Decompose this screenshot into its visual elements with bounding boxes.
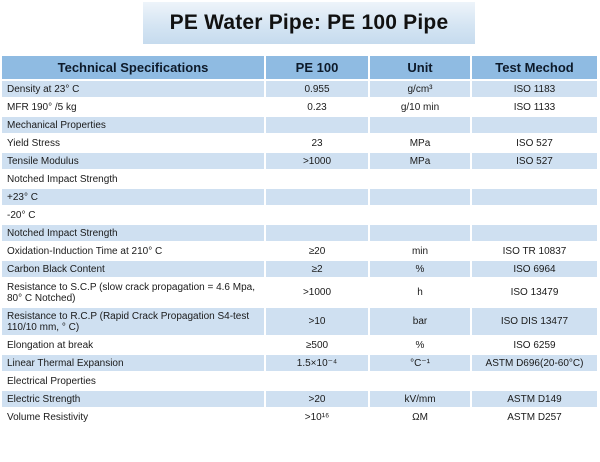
spec-cell: Resistance to R.C.P (Rapid Crack Propagation S4-test 110/10 mm, ° C) [2, 308, 264, 335]
spec-cell: Elongation at break [2, 337, 264, 353]
unit-cell: h [370, 279, 470, 306]
spec-cell: Electrical Properties [2, 373, 264, 389]
unit-cell: g/cm³ [370, 81, 470, 97]
unit-cell: °C⁻¹ [370, 355, 470, 371]
test-method-cell: ISO 527 [472, 153, 597, 169]
header-test-method: Test Mechod [472, 56, 597, 79]
table-row [2, 409, 597, 425]
table-header-row [2, 56, 597, 79]
value-cell [266, 189, 368, 205]
spec-cell: Density at 23° C [2, 81, 264, 97]
unit-cell [370, 117, 470, 133]
table-row [2, 117, 597, 133]
title-banner [143, 2, 475, 44]
test-method-cell [472, 373, 597, 389]
test-method-cell [472, 171, 597, 187]
unit-cell: bar [370, 308, 470, 335]
test-method-cell: ISO DIS 13477 [472, 308, 597, 335]
test-method-cell: ISO 527 [472, 135, 597, 151]
table-row [2, 373, 597, 389]
test-method-cell: ISO TR 10837 [472, 243, 597, 259]
test-method-cell [472, 117, 597, 133]
spec-cell: Oxidation-Induction Time at 210° C [2, 243, 264, 259]
test-method-cell: ISO 6964 [472, 261, 597, 277]
value-cell: ≥2 [266, 261, 368, 277]
value-cell: >20 [266, 391, 368, 407]
header-unit: Unit [370, 56, 470, 79]
value-cell: >1000 [266, 279, 368, 306]
unit-cell [370, 189, 470, 205]
table-row [2, 243, 597, 259]
value-cell [266, 225, 368, 241]
table-row [2, 261, 597, 277]
test-method-cell: ASTM D257 [472, 409, 597, 425]
unit-cell: % [370, 337, 470, 353]
test-method-cell [472, 189, 597, 205]
test-method-cell: ISO 13479 [472, 279, 597, 306]
value-cell [266, 117, 368, 133]
test-method-cell: ASTM D696(20-60°C) [472, 355, 597, 371]
test-method-cell [472, 207, 597, 223]
unit-cell: g/10 min [370, 99, 470, 115]
header-pe100: PE 100 [266, 56, 368, 79]
spec-cell: Notched Impact Strength [2, 225, 264, 241]
table-row [2, 279, 597, 306]
value-cell [266, 373, 368, 389]
spec-cell: Tensile Modulus [2, 153, 264, 169]
unit-cell: kV/mm [370, 391, 470, 407]
spec-cell: Resistance to S.C.P (slow crack propagation = 4.6 Mpa, 80° C Notched) [2, 279, 264, 306]
table-row [2, 81, 597, 97]
table-row [2, 391, 597, 407]
value-cell: >10 [266, 308, 368, 335]
value-cell: 23 [266, 135, 368, 151]
table-row [2, 355, 597, 371]
spec-cell: MFR 190° /5 kg [2, 99, 264, 115]
table-row [2, 337, 597, 353]
value-cell: 0.23 [266, 99, 368, 115]
unit-cell [370, 171, 470, 187]
table-row [2, 135, 597, 151]
unit-cell: MPa [370, 153, 470, 169]
table-row [2, 153, 597, 169]
table-row [2, 308, 597, 335]
value-cell: >1000 [266, 153, 368, 169]
spec-cell: Carbon Black Content [2, 261, 264, 277]
table-row [2, 99, 597, 115]
page-title: PE Water Pipe: PE 100 Pipe [169, 11, 449, 34]
value-cell: >10¹⁶ [266, 409, 368, 425]
table-body [2, 81, 597, 425]
table-row [2, 225, 597, 241]
unit-cell: % [370, 261, 470, 277]
spec-cell: Volume Resistivity [2, 409, 264, 425]
test-method-cell: ISO 1183 [472, 81, 597, 97]
value-cell: 0.955 [266, 81, 368, 97]
spec-cell: +23° C [2, 189, 264, 205]
unit-cell: MPa [370, 135, 470, 151]
unit-cell [370, 373, 470, 389]
test-method-cell [472, 225, 597, 241]
table-row [2, 207, 597, 223]
spec-cell: Linear Thermal Expansion [2, 355, 264, 371]
table-row [2, 171, 597, 187]
unit-cell [370, 225, 470, 241]
spec-cell: Notched Impact Strength [2, 171, 264, 187]
specifications-table [0, 54, 599, 427]
spec-cell: -20° C [2, 207, 264, 223]
unit-cell [370, 207, 470, 223]
header-technical-specifications: Technical Specifications [2, 56, 264, 79]
spec-cell: Mechanical Properties [2, 117, 264, 133]
test-method-cell: ISO 6259 [472, 337, 597, 353]
value-cell: ≥20 [266, 243, 368, 259]
value-cell: ≥500 [266, 337, 368, 353]
test-method-cell: ASTM D149 [472, 391, 597, 407]
spec-cell: Yield Stress [2, 135, 264, 151]
table-row [2, 189, 597, 205]
unit-cell: min [370, 243, 470, 259]
value-cell [266, 207, 368, 223]
test-method-cell: ISO 1133 [472, 99, 597, 115]
spec-cell: Electric Strength [2, 391, 264, 407]
value-cell: 1.5×10⁻⁴ [266, 355, 368, 371]
value-cell [266, 171, 368, 187]
unit-cell: ΩM [370, 409, 470, 425]
